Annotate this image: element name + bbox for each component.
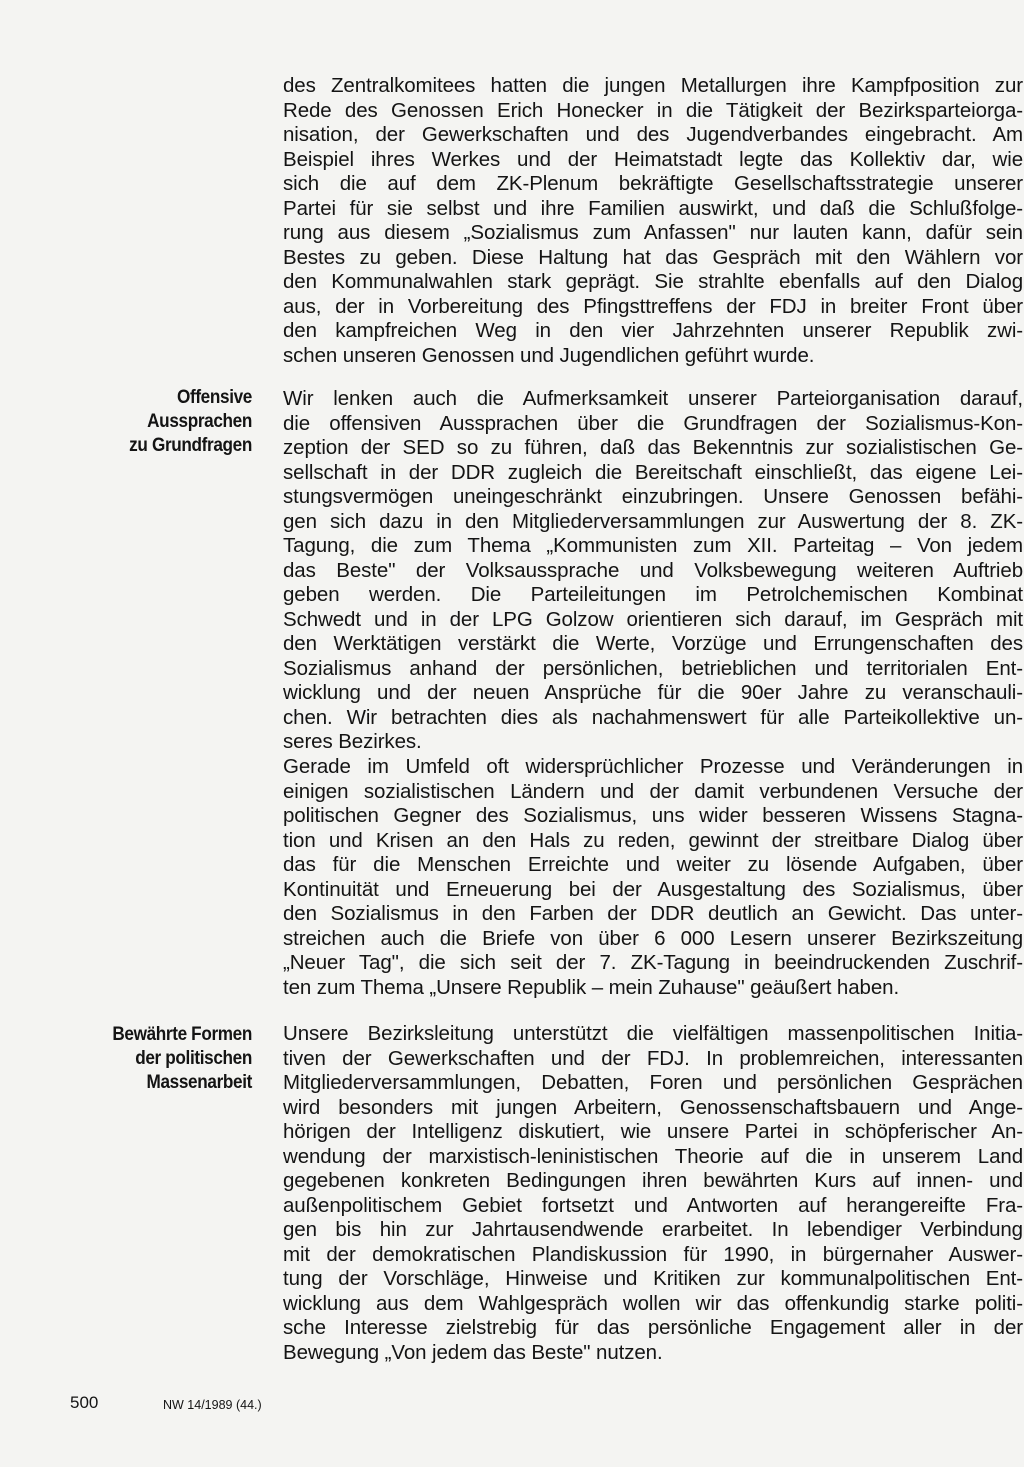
text-line: Wir lenken auch die Aufmerksamkeit unserer Parteiorganisation darauf, — [283, 387, 1023, 410]
text-line: zeption der SED so zu führen, daß das Bekenntnis zur sozialistischen Ge- — [283, 436, 1023, 459]
margin-heading-line: Massenarbeit — [146, 1071, 252, 1093]
text-line: mit der demokratischen Plandiskussion für 1990, in bürgernaher Auswer- — [283, 1242, 1023, 1266]
text-line: sellschaft in der DDR zugleich die Bereitschaft einschließt, das eigene Lei- — [283, 460, 1023, 484]
page-number: 500 — [70, 1393, 99, 1412]
margin-heading-line: Aussprachen — [147, 410, 252, 432]
text-line: Schwedt und in der LPG Golzow orientieren sich darauf, im Gespräch mit — [283, 607, 1023, 631]
margin-heading-line: Offensive — [176, 386, 252, 408]
paragraph-2 — [283, 387, 1023, 755]
text-line: stungsvermögen uneingeschränkt einzubringen. Unsere Genossen befähi- — [283, 485, 1023, 508]
text-line: tung der Vorschläge, Hinweise und Kritiken zur kommunalpolitischen Ent- — [283, 1267, 1023, 1290]
text-line: Mitgliederversammlungen, Debatten, Foren und persönlichen Gesprächen — [283, 1071, 1023, 1094]
text-line: Bewegung „Von jedem das Beste" nutzen. — [283, 1340, 663, 1364]
text-line: tion und Krisen an den Hals zu reden, gewinnt der streitbare Dialog über — [283, 828, 1023, 852]
text-line: geben werden. Die Parteileitungen im Petrolchemischen Kombinat — [283, 583, 1023, 606]
text-line: tiven der Gewerkschaften und der FDJ. In problemreichen, interessanten — [283, 1046, 1023, 1070]
text-line: wicklung aus dem Wahlgespräch wollen wir das offenkundig starke politi- — [283, 1291, 1023, 1315]
text-line: das für die Menschen Erreichte und weiter zu lösende Aufgaben, über — [283, 853, 1023, 876]
text-line: Beispiel ihres Werkes und der Heimatstadt legte das Kollektiv dar, wie — [283, 147, 1023, 171]
text-line: Tagung, die zum Thema „Kommunisten zum XII. Parteitag – Von jedem — [283, 534, 1023, 557]
text-line: streichen auch die Briefe von über 6 000 Lesern unserer Bezirkszeitung — [283, 926, 1023, 950]
text-line: sich die auf dem ZK-Plenum bekräftigte Gesellschaftsstrategie unserer — [283, 172, 1023, 195]
text-line: das Beste" der Volksaussprache und Volksbewegung weiteren Auftrieb — [283, 558, 1023, 582]
text-line: die offensiven Aussprachen über die Grundfragen der Sozialismus-Kon- — [283, 411, 1023, 435]
text-line: den Werktätigen verstärkt die Werte, Vorzüge und Errungenschaften des — [283, 632, 1023, 655]
paragraph-1 — [283, 74, 1023, 368]
text-line: schen unseren Genossen und Jugendlichen geführt wurde. — [283, 343, 815, 367]
text-line: wicklung und der neuen Ansprüche für die 90er Jahre zu veranschauli- — [283, 681, 1023, 704]
text-line: nisation, der Gewerkschaften und des Jugendverbandes eingebracht. Am — [283, 123, 1023, 146]
margin-heading-line: der politischen — [135, 1047, 252, 1069]
text-line: wendung der marxistisch-leninistischen Theorie auf die in unserem Land — [283, 1144, 1023, 1168]
text-line: Bestes zu geben. Diese Haltung hat das Gespräch mit den Wählern vor — [283, 245, 1023, 269]
margin-heading-line: zu Grundfragen — [129, 434, 252, 456]
text-line: Sozialismus anhand der persönlichen, betrieblichen und territorialen Ent- — [283, 656, 1023, 680]
text-line: gen bis hin zur Jahrtausendwende erarbeitet. In lebendiger Verbindung — [283, 1218, 1023, 1241]
issue-reference: NW 14/1989 (44.) — [163, 1398, 262, 1412]
margin-heading-bewaehrte-formen — [76, 1022, 252, 1094]
paragraph-3 — [283, 755, 1023, 1000]
text-line: ten zum Thema „Unsere Republik – mein Zuhause" geäußert haben. — [283, 975, 900, 999]
text-line: hörigen der Intelligenz diskutiert, wie unsere Partei in schöpferischer An- — [283, 1120, 1023, 1143]
text-line: den Sozialismus in den Farben der DDR deutlich an Gewicht. Das unter- — [283, 902, 1023, 925]
text-line: seres Bezirkes. — [283, 730, 422, 753]
paragraph-4 — [283, 1022, 1023, 1365]
text-line: gegebenen konkreten Bedingungen ihren bewährten Kurs auf innen- und — [283, 1169, 1023, 1192]
text-line: Gerade im Umfeld oft widersprüchlicher Prozesse und Veränderungen in — [283, 755, 1023, 778]
text-line: Rede des Genossen Erich Honecker in die Tätigkeit der Bezirksparteiorga- — [283, 98, 1023, 122]
text-line: Kontinuität und Erneuerung bei der Ausgestaltung des Sozialismus, über — [283, 877, 1023, 901]
text-line: politischen Gegner des Sozialismus, uns wider besseren Wissens Stagna- — [283, 804, 1023, 827]
text-line: aus, der in Vorbereitung des Pfingsttreffens der FDJ in breiter Front über — [283, 294, 1023, 318]
text-line: „Neuer Tag", die sich seit der 7. ZK-Tagung in beeindruckenden Zuschrif- — [283, 951, 1023, 974]
text-line: gen sich dazu in den Mitgliederversammlungen zur Auswertung der 8. ZK- — [283, 509, 1023, 533]
margin-heading-line: Bewährte Formen — [112, 1023, 252, 1045]
text-line: Partei für sie selbst und ihre Familien auswirkt, und daß die Schlußfolge- — [283, 196, 1023, 220]
text-line: einigen sozialistischen Ländern und der damit verbundenen Versuche der — [283, 779, 1023, 803]
text-line: des Zentralkomitees hatten die jungen Metallurgen ihre Kampfposition zur — [283, 74, 1023, 97]
text-line: rung aus diesem „Sozialismus zum Anfassen" nur lauten kann, dafür sein — [283, 221, 1023, 244]
text-line: den Kommunalwahlen stark geprägt. Sie strahlte ebenfalls auf den Dialog — [283, 270, 1023, 293]
text-line: chen. Wir betrachten dies als nachahmenswert für alle Parteikollektive un- — [283, 705, 1023, 729]
text-line: wird besonders mit jungen Arbeitern, Genossenschaftsbauern und Ange- — [283, 1095, 1023, 1119]
text-line: Unsere Bezirksleitung unterstützt die vielfältigen massenpolitischen Initia- — [283, 1022, 1023, 1045]
margin-heading-offensive-aussprachen — [76, 385, 252, 457]
text-line: außenpolitischem Gebiet fortsetzt und Antworten auf herangereifte Fra- — [283, 1193, 1023, 1217]
text-line: sche Interesse zielstrebig für das persönliche Engagement aller in der — [283, 1316, 1023, 1339]
text-line: den kampfreichen Weg in den vier Jahrzehnten unserer Republik zwi- — [283, 319, 1023, 342]
